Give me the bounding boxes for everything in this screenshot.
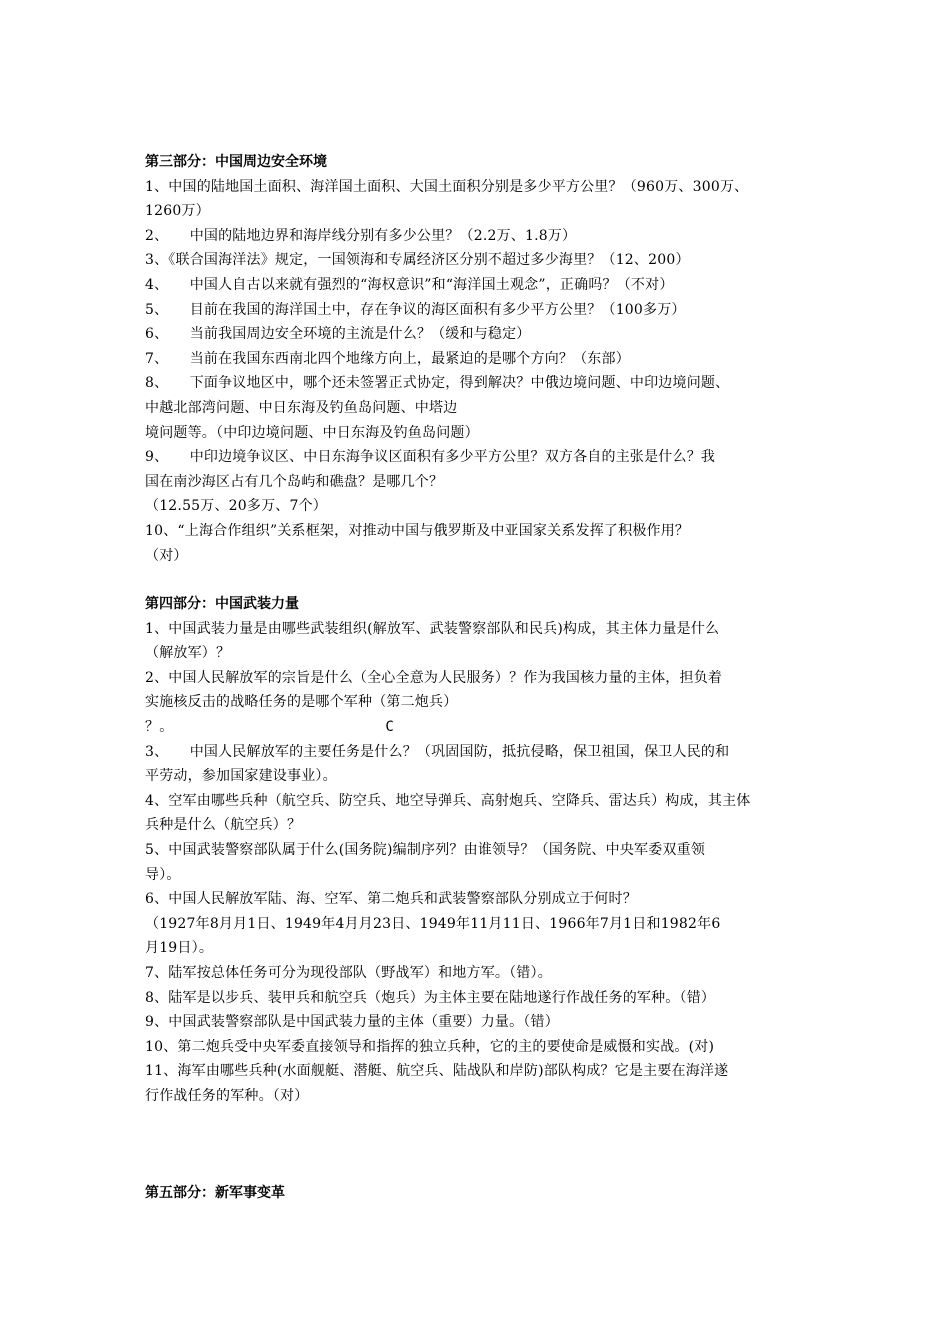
section-body-3 [145,175,825,569]
text-line: 5、中国武装警察部队属于什么(国务院)编制序列？由谁领导？（国务院、中央军委双重领 [145,842,706,859]
text-line: （1927年8月月1日、1949年4月月23日、1949年11月11日、1966年7月1日和1982年6 [145,915,721,932]
text-line: 国在南沙海区占有几个岛屿和礁盘？是哪几个？ [145,473,444,490]
text-line: 4、空军由哪些兵种（航空兵、防空兵、地空导弹兵、高射炮兵、空降兵、雷达兵）构成，其主体 [145,792,751,809]
text-line: 3、 中国人民解放军的主要任务是什么？（巩固国防，抵抗侵略，保卫祖国，保卫人民的和 [145,743,730,760]
text-line: 10、第二炮兵受中央军委直接领导和指挥的独立兵种，它的主的要使命是威慑和实战。(对) [145,1038,715,1055]
text-line: 行作战任务的军种。（对） [145,1087,309,1104]
text-line: 8、 下面争议地区中，哪个还未签署正式协定，得到解决？中俄边境问题、中印边境问题、 [145,375,730,392]
text-line: 11、海军由哪些兵种(水面舰艇、潜艇、航空兵、陆战队和岸防)部队构成？它是主要在海洋遂 [145,1063,729,1080]
text-line: 平劳动，参加国家建设事业）。 [145,768,337,785]
section-spacer [145,1109,825,1181]
text-line: 5、 目前在我国的海洋国土中，存在争议的海区面积有多少平方公里？（100多万） [145,301,686,318]
text-line: 6、 当前我国周边安全环境的主流是什么？（缓和与稳定） [145,326,531,343]
text-line: 1、中国的陆地国土面积、海洋国土面积、大国土面积分别是多少平方公里？（960万、300万、 [145,178,749,195]
text-line: 9、中国武装警察部队是中国武装力量的主体（重要）力量。（错） [145,1014,559,1031]
text-line: 4、 中国人自古以来就有强烈的“海权意识”和“海洋国土观念”，正确吗？（不对） [145,276,674,293]
text-line: 7、陆军按总体任务可分为现役部队（野战军）和地方军。（错）。 [145,965,552,981]
section-spacer [145,568,825,592]
text-line: 8、陆军是以步兵、装甲兵和航空兵（炮兵）为主体主要在陆地遂行作战任务的军种。（错） [145,989,716,1006]
text-line: 兵种是什么（航空兵）？ [145,817,302,834]
document-content [145,150,825,1205]
text-line: 境问题等。（中印边境问题、中日东海及钓鱼岛问题） [145,424,479,441]
text-line: 1、中国武装力量是由哪些武装组织(解放军、武装警察部队和民兵)构成，其主体力量是什么 [145,620,720,637]
section-title-3: 第三部分：中国周边安全环境 [145,154,327,170]
stray-mark: C [385,719,395,736]
text-line: （12.55万、20多万、7个） [145,498,328,515]
text-line: 1260万） [145,203,210,220]
text-line: 10、“上海合作组织”关系框架，对推动中国与俄罗斯及中亚国家关系发挥了积极作用？ [145,522,690,539]
section-title-4: 第四部分：中国武装力量 [145,596,299,613]
text-line: 2、 中国的陆地边界和海岸线分别有多少公里？（2.2万、1.8万） [145,227,577,244]
text-line: 导）。 [145,866,181,883]
text-line: 实施核反击的战略任务的是哪个军种（第二炮兵） [145,694,458,711]
section-title-5: 第五部分：新军事变革 [145,1184,285,1201]
text-line: 月19日）。 [145,940,214,957]
text-line: 中越北部湾问题、中日东海及钓鱼岛问题、中塔边 [145,399,458,416]
text-line: 6、中国人民解放军陆、海、空军、第二炮兵和武装警察部队分别成立于何时？ [145,891,637,908]
text-line: 9、 中印边境争议区、中日东海争议区面积有多少平方公里？双方各自的主张是什么？我 [145,449,716,466]
text-line: （对） [145,547,188,564]
text-line-with-mark [145,715,825,740]
section-body-4 [145,617,825,1109]
text-line: 3、《联合国海洋法》规定，一国领海和专属经济区分别不超过多少海里？（12、200） [145,252,690,269]
text-line: 7、 当前在我国东西南北四个地缘方向上，最紧迫的是哪个方向？（东部） [145,350,630,367]
text-line: （解放军）？ [145,645,231,662]
text-line: 2、中国人民解放军的宗旨是什么（全心全意为人民服务）？作为我国核力量的主体，担负着 [145,669,723,686]
text-fragment: ？。 [145,719,174,736]
